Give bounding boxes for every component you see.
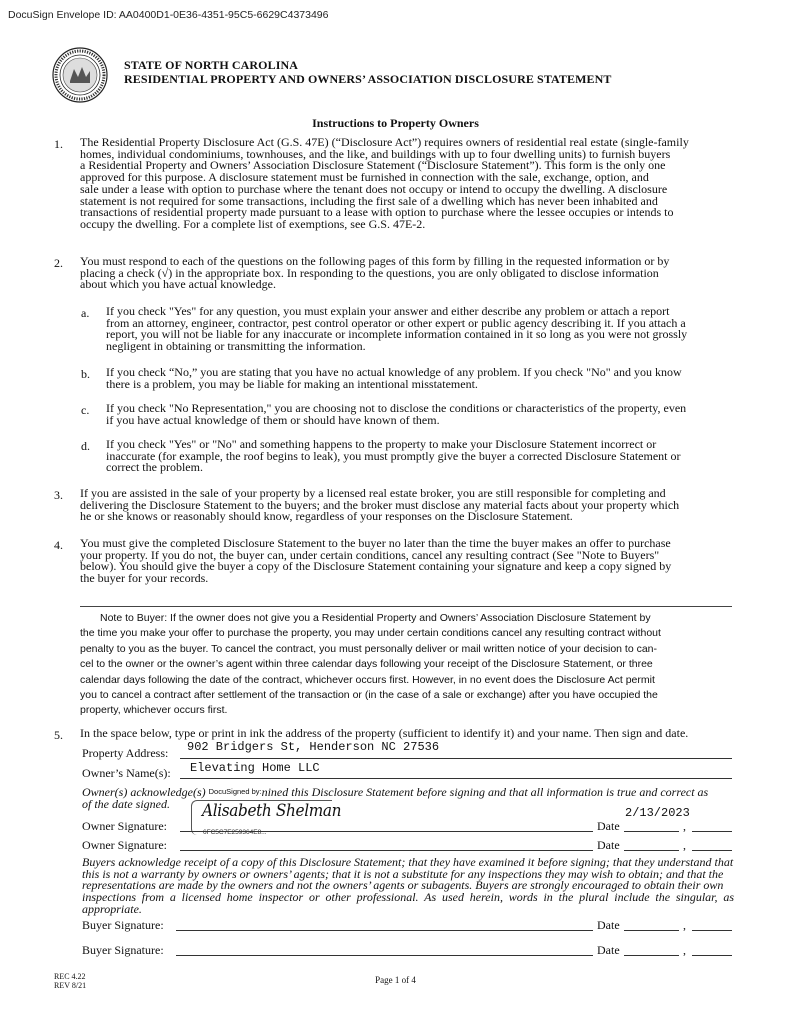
text-line: inspections from a licensed home inspector or other professional. As used herein, words in the plural include the singular, as appropriate. (82, 890, 734, 916)
buyer-year-line[interactable] (692, 929, 732, 931)
subitem-b-text (106, 367, 734, 390)
buyer-date-label-2: Date (597, 943, 620, 957)
item-number: 1. (54, 137, 63, 151)
date-label-2: Date (597, 838, 620, 852)
item-number: 3. (54, 488, 63, 502)
text-line: if you have actual knowledge of them or should have known of them. (106, 412, 440, 427)
item-4-text (80, 538, 734, 585)
buyer-signature-label-2: Buyer Signature: (82, 943, 164, 957)
form-revision: REV 8/21 (54, 981, 87, 990)
text-line: there is a problem, you may be liable for making an intentional misstatement. (106, 376, 478, 391)
instructions-title: Instructions to Property Owners (312, 116, 479, 130)
buyer-date-comma: , (683, 918, 686, 932)
item-number: 2. (54, 256, 63, 270)
owner-signature[interactable]: Alisabeth Shelman (202, 801, 342, 821)
date-line (624, 830, 679, 832)
buyer-year-line-2[interactable] (692, 954, 732, 956)
text-line: If you check "Yes" or "No" and something happens to the property to make your Disclosure Statement incorrect or (106, 437, 657, 451)
owner-ack-line-2: of the date signed. (82, 797, 170, 811)
state-heading: STATE OF NORTH CAROLINA (124, 58, 299, 72)
date-comma: , (683, 819, 686, 833)
property-address-field[interactable]: 902 Bridgers St, Henderson NC 27536 (187, 740, 440, 754)
buyer-signature-label: Buyer Signature: (82, 918, 164, 932)
subitem-letter: d. (81, 439, 90, 453)
owner-name-field[interactable]: Elevating Home LLC (190, 761, 320, 775)
text-line: You must respond to each of the questions on the following pages of this form by filling in the requested information or by (80, 254, 670, 268)
buyer-date-line[interactable] (624, 929, 679, 931)
owner-name-underline (180, 777, 732, 779)
text-line: property, whichever occurs first. (80, 704, 228, 717)
text-line: If you check “No,” you are stating that you have no actual knowledge of any problem. If you check "No" and you know (106, 365, 682, 379)
text-line: negligent in obtaining or transmitting the information. (106, 339, 366, 354)
owner-signature-line-2[interactable] (180, 849, 593, 851)
buyer-signature-line[interactable] (176, 929, 593, 931)
text-line: If you check "No Representation," you are choosing not to disclose the conditions or characteristics of the property, even (106, 401, 687, 415)
text-line: sale under a lease with option to purchase where the tenant does not occupy or intend to occupy the dwelling. A disclosure (80, 181, 668, 196)
text-line: placing a check (√) in the appropriate box. In responding to the questions, you are only obligated to disclose information (80, 265, 659, 280)
item-5-text: In the space below, type or print in ink the address of the property (sufficient to identify it) and your name. Then sign and date. (80, 726, 689, 740)
text-line: this is not a warranty by owners or owners’ agents; that it is not a substitute for any inspections they may wish to obtain; and that the (82, 866, 724, 881)
date-line-2[interactable] (624, 849, 679, 851)
text-line: inaccurate (for example, the roof begins to leak), you must promptly give the buyer a corrected Disclosure Statement or (106, 448, 681, 463)
text-line: representations are made by the owners and not the owners’ agents or subagents. Buyers are strongly encouraged to obtain their own (82, 878, 724, 893)
text-line: occupy the dwelling. For a complete list of exemptions, see G.S. 47E-2. (80, 216, 426, 231)
text-line: report, you will not be liable for any inaccurate or incomplete information contained in it so long as you were not grossly (106, 327, 688, 342)
docusigned-by-label: DocuSigned by: (208, 787, 262, 796)
text-line: Note to Buyer: If the owner does not give you a Residential Property and Owners’ Association Disclosure Statement by (100, 612, 651, 624)
signature-id: 6FC5C7E259364E8... (203, 829, 267, 836)
item-2-text (80, 256, 734, 291)
form-title: RESIDENTIAL PROPERTY AND OWNERS’ ASSOCIATION DISCLOSURE STATEMENT (124, 72, 612, 86)
text-line: If you check "Yes" for any question, you must explain your answer and either describe any problem or attach a report (106, 304, 670, 318)
date-label: Date (597, 819, 620, 833)
text-line: the buyer for your records. (80, 571, 209, 586)
owner-signature-label: Owner Signature: (82, 819, 167, 833)
text-line: homes, individual condominiums, townhouses, and the like, and buildings with up to four dwelling units) to furnish buyers (80, 146, 671, 161)
address-underline (180, 757, 732, 759)
note-to-buyer-box (80, 606, 732, 717)
envelope-id: DocuSign Envelope ID: AA0400D1-0E36-4351-95C5-6629C4373496 (8, 9, 329, 21)
text-line: transactions of residential property made pursuant to a lease with option to purchase where the lessee occupies or intends to (80, 205, 674, 220)
ack-text-a: Owner(s) acknowledge(s) (82, 785, 209, 799)
buyer-date-label: Date (597, 918, 620, 932)
owner-name-label: Owner’s Name(s): (82, 766, 171, 780)
text-line: Buyers acknowledge receipt of a copy of this Disclosure Statement; that they have examined it before signing; that they understand that (82, 855, 734, 869)
buyers-ack-text (82, 857, 734, 916)
date-signed-field[interactable]: 2/13/2023 (625, 806, 690, 820)
text-line: cel to the owner or the owner’s agent within three calendar days following your receipt of the Disclosure Statement, or three (80, 658, 653, 671)
year-line-2[interactable] (692, 849, 732, 851)
subitem-a-text (106, 306, 734, 353)
text-line: your property. If you do not, the buyer can, under certain conditions, cancel any resulting contract (See "Note to Buyers" (80, 547, 660, 562)
item-number: 5. (54, 728, 63, 742)
year-line (692, 830, 732, 832)
text-line: The Residential Property Disclosure Act (G.S. 47E) (“Disclosure Act”) requires owners of residential real estate (single-family (80, 135, 689, 149)
subitem-letter: b. (81, 367, 90, 381)
buyer-date-line-2[interactable] (624, 954, 679, 956)
text-line: delivering the Disclosure Statement to the buyers; and the broker must disclose any material facts about your property which (80, 497, 680, 512)
text-line: about which you have actual knowledge. (80, 277, 276, 292)
text-line: the time you make your offer to purchase the property, you may under certain conditions cancel any resulting contract without (80, 627, 661, 640)
text-line: If you are assisted in the sale of your property by a licensed real estate broker, you are still responsible for completing and (80, 486, 666, 500)
item-3-text (80, 488, 734, 523)
buyer-date-comma-2: , (683, 943, 686, 957)
ack-text-b: nined this Disclosure Statement before signing and that all information is true and correct as (261, 785, 709, 799)
subitem-c-text (106, 403, 734, 426)
item-number: 4. (54, 538, 63, 552)
text-line: statement is not required for some transactions, including the first sale of a dwelling which has never been inhabited and (80, 193, 658, 208)
subitem-d-text (106, 439, 734, 474)
text-line: You must give the completed Disclosure Statement to the buyer no later than the time the buyer makes an offer to purchase (80, 536, 671, 550)
form-code: REC 4.22 (54, 972, 86, 981)
text-line: below). You should give the buyer a copy of the Disclosure Statement containing your signature and keep a copy signed by (80, 559, 672, 574)
subitem-letter: c. (81, 403, 90, 417)
owner-signature-label-2: Owner Signature: (82, 838, 167, 852)
page-number: Page 1 of 4 (375, 975, 416, 985)
subitem-letter: a. (81, 306, 90, 320)
text-line: approved for this purpose. A disclosure statement must be furnished in connection with the sale, exchange, option, and (80, 170, 649, 185)
text-line: he or she knows or reasonably should know, regardless of your responses on the Disclosure Statement. (80, 509, 573, 524)
state-seal-icon (52, 47, 108, 103)
item-1-text (80, 137, 734, 231)
text-line: a Residential Property and Owners’ Association Disclosure Statement (“Disclosure Statement”). This form is the only one (80, 158, 666, 173)
owner-signature-line (180, 830, 593, 832)
text-line: penalty to you as the buyer. To cancel the contract, you must personally deliver or mail written notice of your decision to can- (80, 642, 658, 655)
text-line: correct the problem. (106, 460, 203, 475)
buyer-signature-line-2[interactable] (176, 954, 593, 956)
text-line: from an attorney, engineer, contractor, pest control operator or other expert or public agency describing it. If you attach a (106, 315, 686, 330)
date-comma-2: , (683, 838, 686, 852)
owner-ack-line (82, 786, 734, 799)
text-line: you to cancel a contract after settlement of the transaction or (in the case of a sale or exchange) after you have occupied the (80, 689, 658, 702)
property-address-label: Property Address: (82, 746, 169, 760)
text-line: calendar days following the date of the contract, whichever occurs first. However, in no event does the Disclosure Act permit (80, 673, 655, 686)
